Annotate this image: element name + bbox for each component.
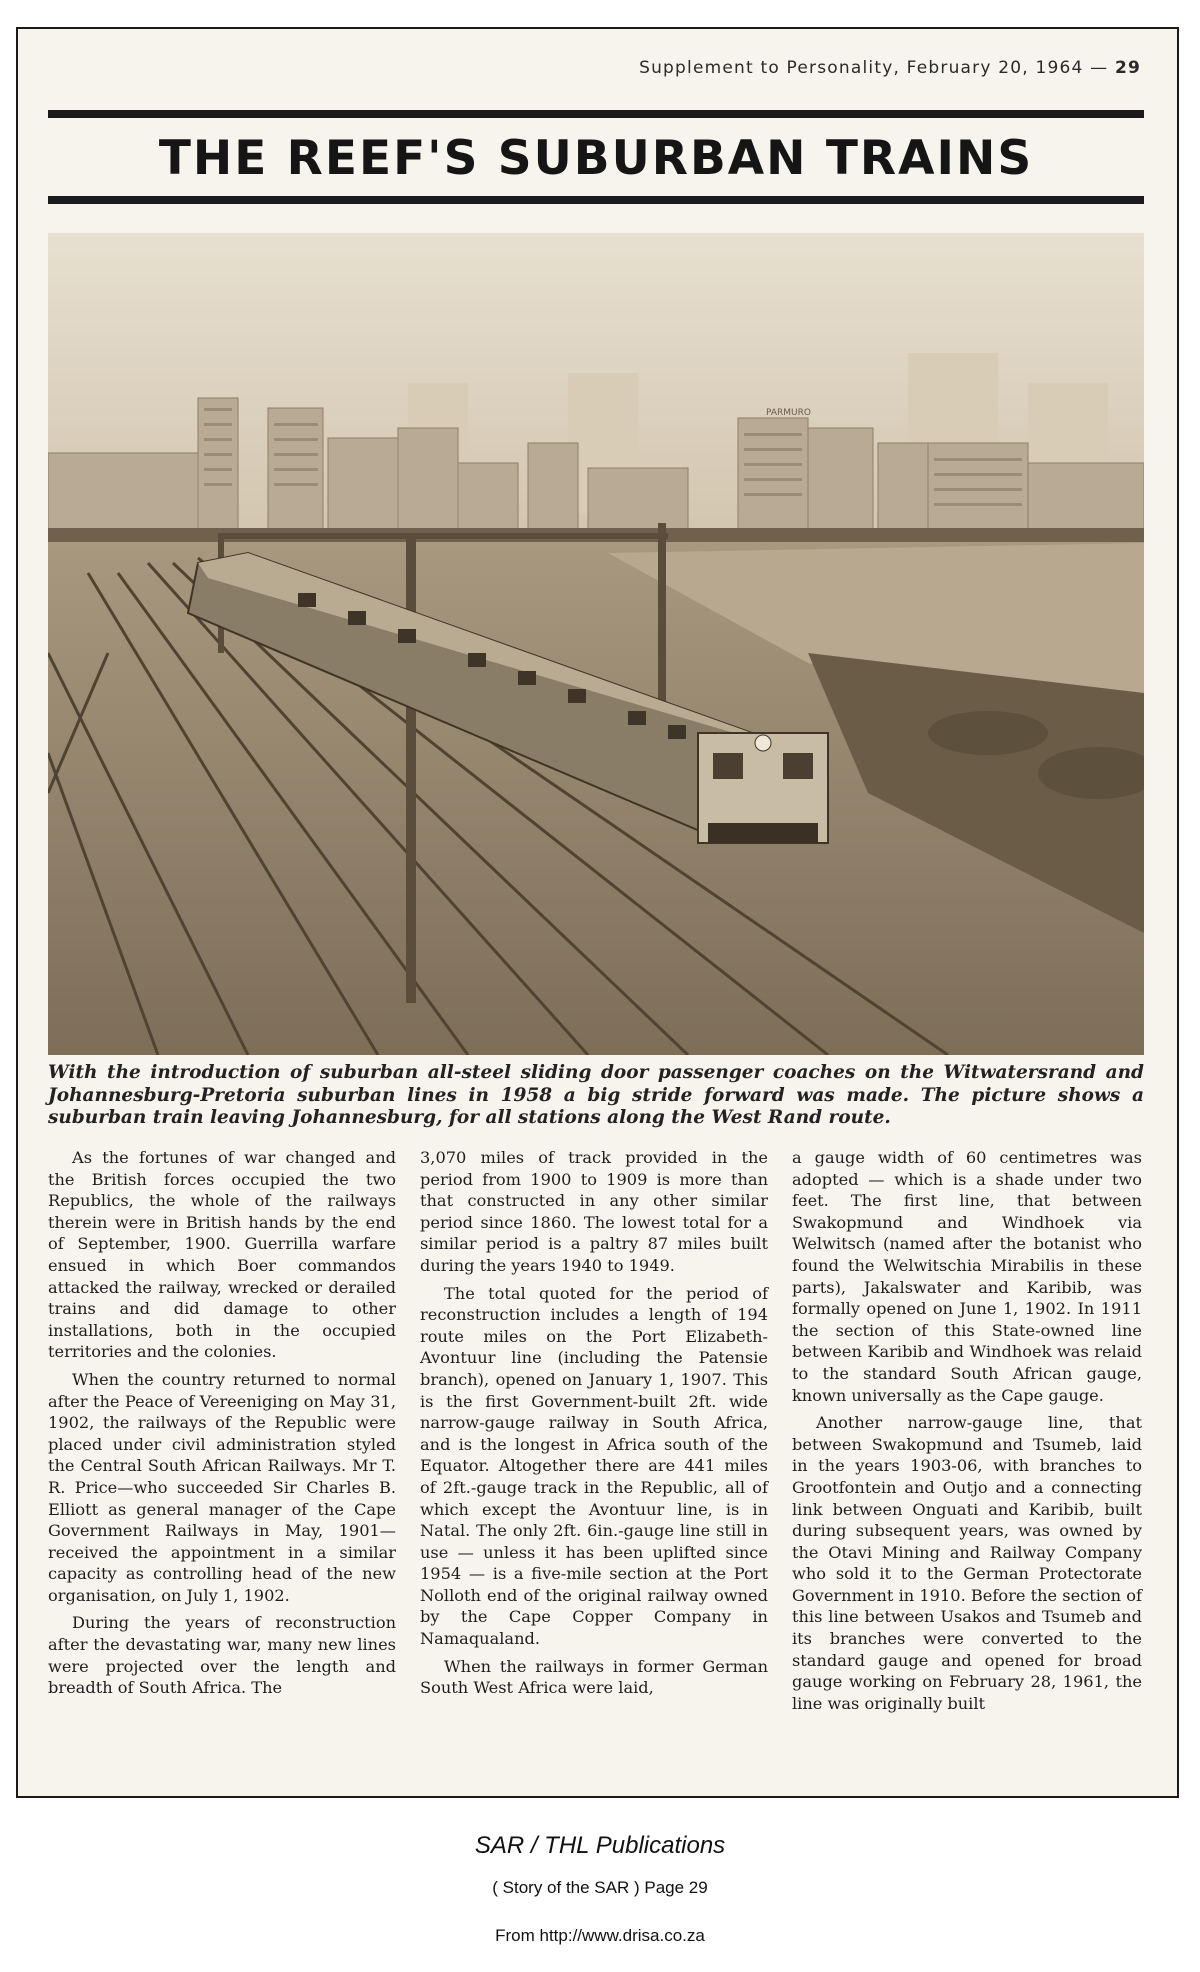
- article-paragraph: a gauge width of 60 centimetres was adopted — which is a shade under two feet. The first line, that between Swakopmund and Windhoek via Welwitsch (named after the botanist who found the Welwitschia Mirabilis in these parts), Jakalswater and Karibib, was formally opened on June 1, 1902. In 1911 the section of this State-owned line between Karibib and Windhoek was relaid to the standard South African gauge, known universally as the Cape gauge.: [792, 1148, 1142, 1405]
- building-sign: PARMURO: [766, 408, 811, 418]
- train-photograph: [48, 233, 1144, 1055]
- running-header-text: Supplement to Personality, February 20, 1964 —: [639, 58, 1109, 78]
- train-photo-illustration: [48, 233, 1144, 1055]
- headline-rule-bottom: [48, 196, 1144, 204]
- page-number: 29: [1114, 58, 1141, 78]
- article-paragraph: When the railways in former German South West Africa were laid,: [420, 1656, 768, 1698]
- article-paragraph: When the country returned to normal after the Peace of Vereeniging on May 31, 1902, the railways of the Republic were placed under civil administration styled the Central South African Railways. Mr T. R. Price—who succeeded Sir Charles B. Elliott as general manager of the Cape Government Railways in May, 1901—received the appointment in a similar capacity as controlling head of the new organisation, on July 1, 1902.: [48, 1369, 396, 1605]
- article-column-3: [792, 1147, 1142, 1720]
- article-paragraph: 3,070 miles of track provided in the period from 1900 to 1909 is more than that constructed in any other similar period since 1860. The lowest total for a similar period is a paltry 87 miles built during the years 1940 to 1949.: [420, 1148, 768, 1275]
- article-paragraph: The total quoted for the period of reconstruction includes a length of 194 route miles on the Port Elizabeth-Avontuur line (including the Patensie branch), opened on January 1, 1907. This is the first Government-built 2ft. wide narrow-gauge railway in South Africa, and is the longest in Africa south of the Equator. Altogether there are 441 miles of 2ft.-gauge track in the Republic, all of which except the Avontuur line, is in Natal. The only 2ft. 6in.-gauge line still in use — unless it has been uplifted since 1954 — is a five-mile section at the Port Nolloth end of the original railway owned by the Cape Copper Company in Namaqualand.: [420, 1283, 768, 1649]
- photo-caption: With the introduction of suburban all-steel sliding door passenger coaches on the Witwatersrand and Johannesburg-Pretoria suburban lines in 1958 a big stride forward was made. The picture shows a suburban train leaving Johannesburg, for all stations along the West Rand route.: [48, 1062, 1144, 1128]
- footer-source-link[interactable]: From http://www.drisa.co.za: [495, 1926, 705, 1945]
- article-paragraph: During the years of reconstruction after the devastating war, many new lines were projected over the length and breadth of South Africa. The: [48, 1613, 396, 1698]
- footer-subtitle: ( Story of the SAR ) Page 29: [492, 1878, 708, 1897]
- running-header: [596, 58, 1141, 78]
- article-paragraph: Another narrow-gauge line, that between Swakopmund and Tsumeb, laid in the years 1903-06, with branches to Grootfontein and Outjo and a connecting link between Onguati and Karibib, built during subsequent years, was owned by the Otavi Mining and Railway Company who sold it to the German Protectorate Government in 1910. Before the section of this line between Usakos and Tsumeb and its branches were converted to the standard gauge and opened for broad gauge working on February 28, 1961, the line was originally built: [792, 1413, 1142, 1713]
- article-column-2: [420, 1147, 768, 1705]
- article-paragraph: As the fortunes of war changed and the British forces occupied the two Republics, the whole of the railways therein were in British hands by the end of September, 1900. Guerrilla warfare ensued in which Boer commandos attacked the railway, wrecked or derailed trains and did damage to other installations, both in the occupied territories and the colonies.: [48, 1148, 396, 1362]
- article-column-1: [48, 1147, 396, 1705]
- headline: THE REEF'S SUBURBAN TRAINS: [158, 131, 1034, 186]
- headline-rule-top: [48, 110, 1144, 118]
- footer-title: SAR / THL Publications: [474, 1832, 726, 1859]
